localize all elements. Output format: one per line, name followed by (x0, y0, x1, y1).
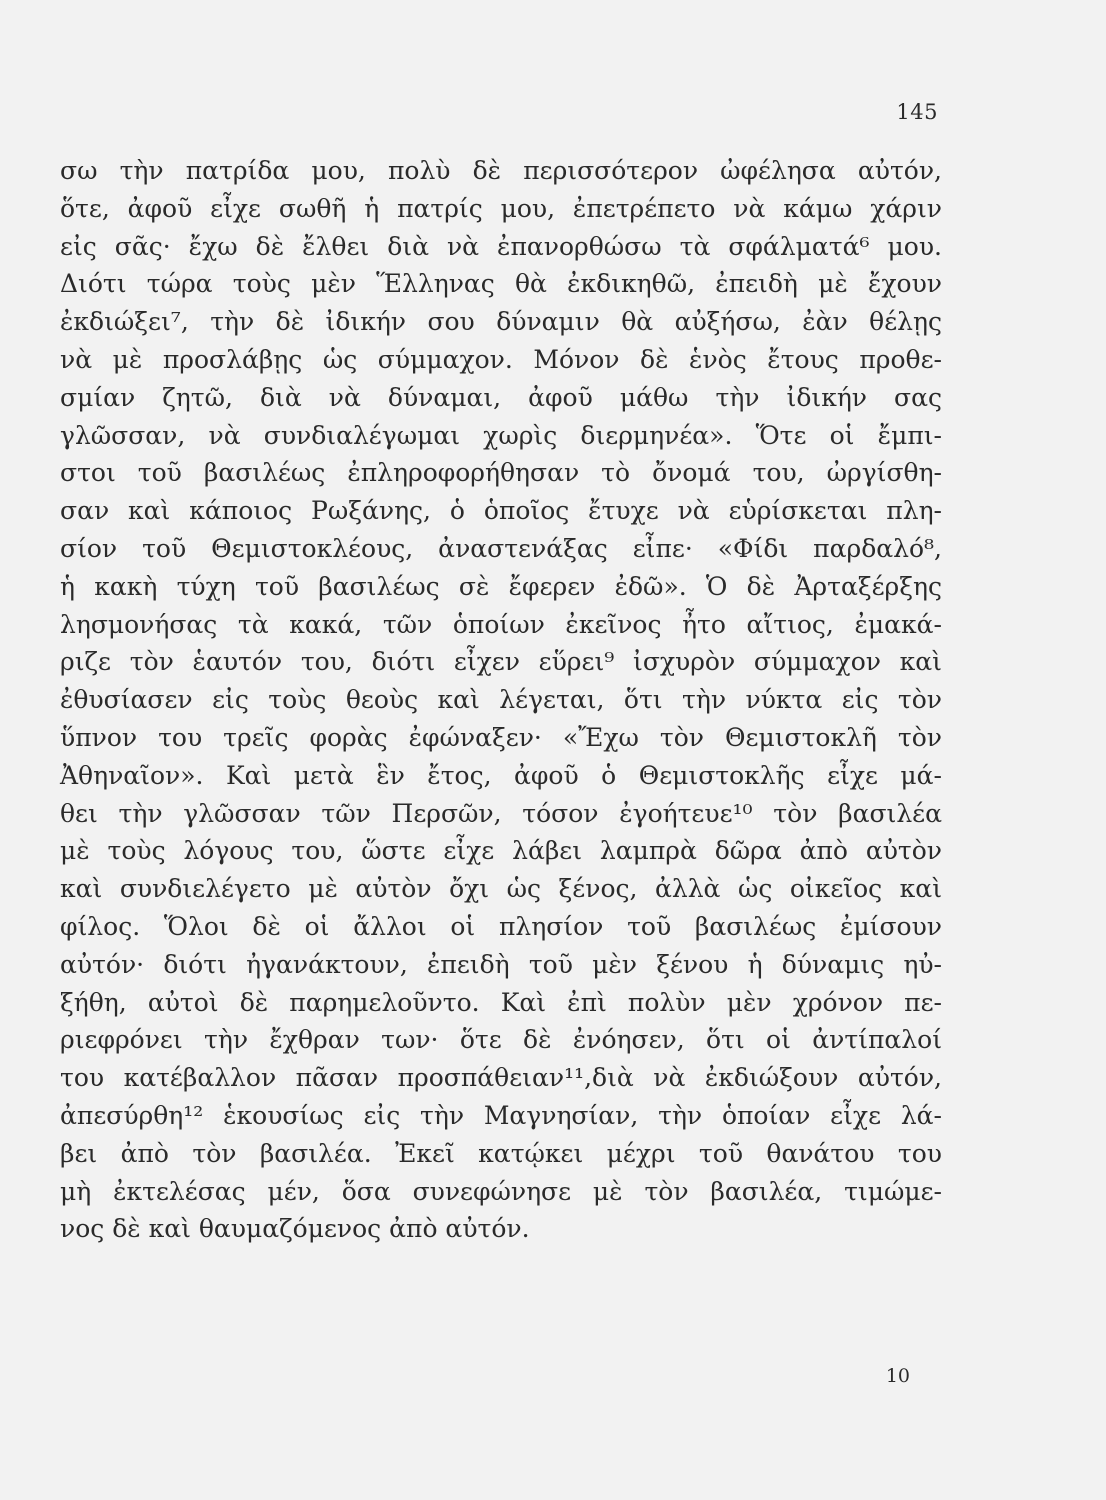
text-line: Ἀθηναῖον». Καὶ μετὰ ἓν ἔτος, ἀφοῦ ὁ Θεμιστοκλῆς εἶχε μά- (60, 760, 942, 790)
text-line: καὶ συνδιελέγετο μὲ αὐτὸν ὄχι ὡς ξένος, ἀλλὰ ὡς οἰκεῖος καὶ (60, 874, 942, 904)
text-line: στοι τοῦ βασιλέως ἐπληροφορήθησαν τὸ ὄνομά του, ὠργίσθη- (60, 458, 942, 488)
text-line: ριζε τὸν ἑαυτόν του, διότι εἶχεν εὕρει⁹ ἰσχυρὸν σύμμαχον καὶ (60, 647, 942, 677)
text-line: λησμονήσας τὰ κακά, τῶν ὁποίων ἐκεῖνος ἦτο αἴτιος, ἐμακά- (60, 609, 942, 639)
text-line: ὕπνον του τρεῖς φορὰς ἐφώναξεν· «Ἔχω τὸν Θεμιστοκλῆ τὸν (60, 722, 942, 752)
text-line: ἐκδιώξει⁷, τὴν δὲ ἰδικήν σου δύναμιν θὰ αὐξήσω, ἐὰν θέλῃς (60, 307, 942, 337)
text-line: ξήθη, αὐτοὶ δὲ παρημελοῦντο. Καὶ ἐπὶ πολὺν μὲν χρόνον πε- (60, 987, 942, 1017)
text-line: βει ἀπὸ τὸν βασιλέα. Ἐκεῖ κατῴκει μέχρι τοῦ θανάτου του (60, 1138, 942, 1168)
text-line: σαν καὶ κάποιος Ρωξάνης, ὁ ὁποῖος ἔτυχε νὰ εὑρίσκεται πλη- (60, 496, 942, 526)
text-line: ἐθυσίασεν εἰς τοὺς θεοὺς καὶ λέγεται, ὅτι τὴν νύκτα εἰς τὸν (60, 685, 942, 715)
text-line: σίον τοῦ Θεμιστοκλέους, ἀναστενάξας εἶπε· «Φίδι παρδαλό⁸, (60, 533, 942, 563)
text-line: ὅτε, ἀφοῦ εἶχε σωθῆ ἡ πατρίς μου, ἐπετρέπετο νὰ κάμω χάριν (60, 193, 942, 223)
page-number: 145 (896, 100, 938, 124)
text-line: φίλος. Ὅλοι δὲ οἱ ἄλλοι οἱ πλησίον τοῦ βασιλέως ἐμίσουν (60, 911, 942, 941)
text-line: μὴ ἐκτελέσας μέν, ὅσα συνεφώνησε μὲ τὸν βασιλέα, τιμώμε- (60, 1176, 942, 1206)
text-line: του κατέβαλλον πᾶσαν προσπάθειαν¹¹,διὰ νὰ ἐκδιώξουν αὐτόν, (60, 1063, 942, 1093)
text-line: νὰ μὲ προσλάβῃς ὡς σύμμαχον. Μόνον δὲ ἑνὸς ἔτους προθε- (60, 344, 942, 374)
text-line: σω τὴν πατρίδα μου, πολὺ δὲ περισσότερον ὠφέλησα αὐτόν, (60, 156, 942, 185)
text-line: ἀπεσύρθη¹² ἑκουσίως εἰς τὴν Μαγνησίαν, τὴν ὁποίαν εἶχε λά- (60, 1100, 942, 1130)
text-line: Διότι τώρα τοὺς μὲν Ἕλληνας θὰ ἐκδικηθῶ, ἐπειδὴ μὲ ἔχουν (60, 269, 942, 299)
text-line: αὐτόν· διότι ἠγανάκτουν, ἐπειδὴ τοῦ μὲν ξένου ἡ δύναμις ηὐ- (60, 949, 942, 979)
text-line: θει τὴν γλῶσσαν τῶν Περσῶν, τόσον ἐγοήτευε¹⁰ τὸν βασιλέα (60, 798, 942, 828)
text-line: ριεφρόνει τὴν ἔχθραν των· ὅτε δὲ ἐνόησεν, ὅτι οἱ ἀντίπαλοί (60, 1025, 942, 1055)
text-line: γλῶσσαν, νὰ συνδιαλέγωμαι χωρὶς διερμηνέα». Ὅτε οἱ ἔμπι- (60, 420, 942, 450)
text-line: ἡ κακὴ τύχη τοῦ βασιλέως σὲ ἔφερεν ἐδῶ». Ὁ δὲ Ἀρταξέρξης (60, 571, 942, 601)
body-text (60, 152, 942, 1248)
printer-signature: 10 (885, 1365, 910, 1387)
text-line: εἰς σᾶς· ἔχω δὲ ἔλθει διὰ νὰ ἐπανορθώσω τὰ σφάλματά⁶ μου. (60, 231, 942, 261)
text-line: σμίαν ζητῶ, διὰ νὰ δύναμαι, ἀφοῦ μάθω τὴν ἰδικήν σας (60, 382, 942, 412)
text-line: μὲ τοὺς λόγους του, ὥστε εἶχε λάβει λαμπρὰ δῶρα ἀπὸ αὐτὸν (60, 836, 942, 866)
text-line: νος δὲ καὶ θαυμαζόμενος ἀπὸ αὐτόν. (60, 1214, 530, 1244)
